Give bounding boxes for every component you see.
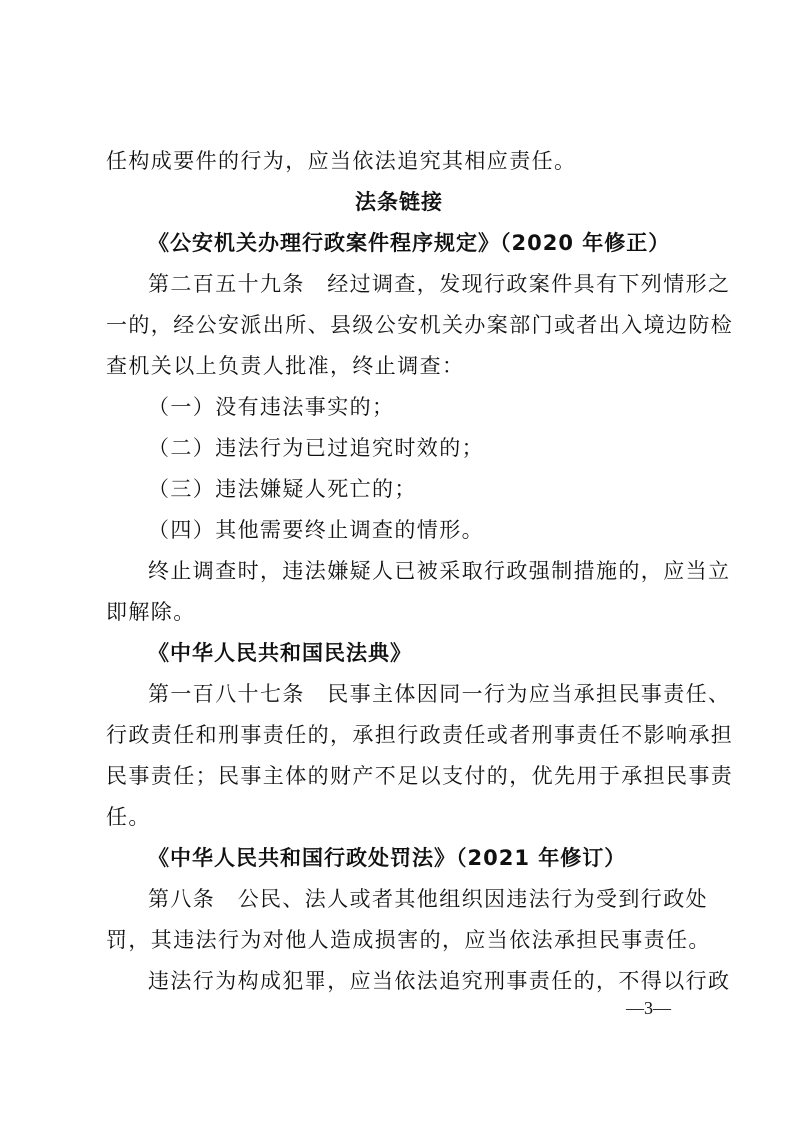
list-item: （四）其他需要终止调查的情形。 [148, 518, 484, 542]
law-heading: 《中华人民共和国民法典》 [148, 641, 412, 665]
article-text: 任。 [106, 805, 151, 829]
article-text: 查机关以上负责人批准，终止调查： [106, 354, 465, 378]
law-heading: 《中华人民共和国行政处罚法》（2021 年修订） [148, 846, 627, 870]
article-text: 终止调查时，违法嫌疑人已被采取行政强制措施的，应当立 [148, 559, 731, 583]
section-title: 法条链接 [355, 190, 443, 214]
page-number: —3— [626, 998, 671, 1018]
list-item: （一）没有违法事实的； [148, 395, 395, 419]
text-line: 任构成要件的行为，应当依法追究其相应责任。 [106, 149, 577, 173]
article-text: 第八条 公民、法人或者其他组织因违法行为受到行政处 [148, 887, 708, 911]
article-text: 罚，其违法行为对他人造成损害的，应当依法承担民事责任。 [106, 928, 711, 952]
article-text: 第二百五十九条 经过调查，发现行政案件具有下列情形之 [148, 272, 731, 296]
article-text: 行政责任和刑事责任的，承担行政责任或者刑事责任不影响承担 [106, 723, 734, 747]
article-text: 民事责任；民事主体的财产不足以支付的，优先用于承担民事责 [106, 764, 734, 788]
article-text: 违法行为构成犯罪，应当依法追究刑事责任的，不得以行政 [148, 969, 731, 993]
article-text: 一的，经公安派出所、县级公安机关办案部门或者出入境边防检 [106, 313, 734, 337]
list-item: （三）违法嫌疑人死亡的； [148, 477, 417, 501]
article-text: 第一百八十七条 民事主体因同一行为应当承担民事责任、 [148, 682, 731, 706]
list-item: （二）违法行为已过追究时效的； [148, 436, 484, 460]
law-heading: 《公安机关办理行政案件程序规定》（2020 年修正） [148, 231, 671, 255]
article-text: 即解除。 [106, 600, 196, 624]
